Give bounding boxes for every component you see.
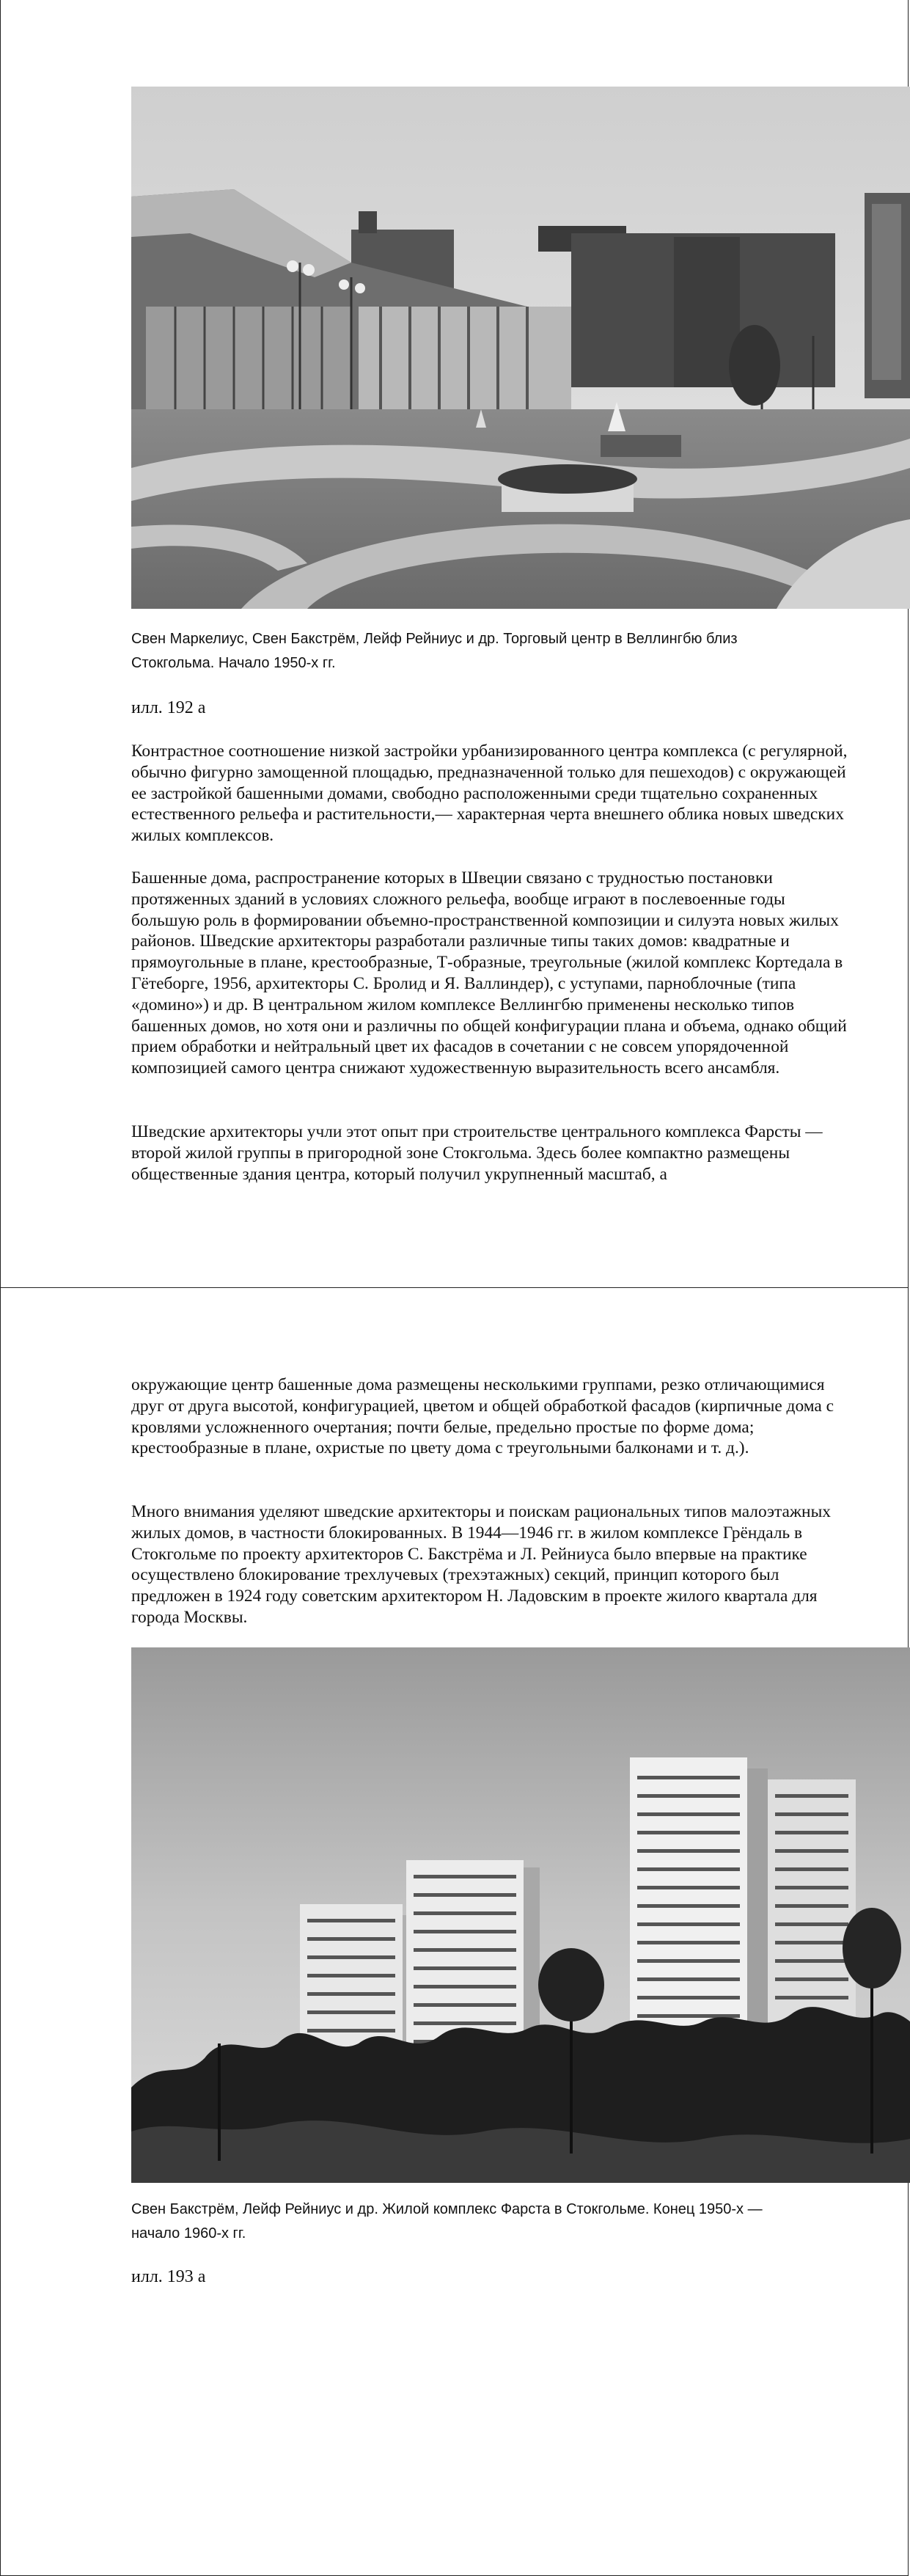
photo-caption: Свен Бакстрём, Лейф Рейниус и др. Жилой комплекс Фарста в Стокгольме. Конец 1950-х — начало 1960-х гг. [131,2201,763,2242]
document-page-2 [0,1287,909,2576]
paragraph: Башенные дома, распространение которых в Швеции связано с трудностью постановки протяженных зданий в условиях сложного рельефа, вообще играют в послевоенные годы большую роль в формировании объемно-пространственной композиции и силуэта новых жилых районов. Шведские архитекторы разработали различные типы таких домов: квадратные и прямоугольные в плане, крестообразные, Т-образные, треугольные (жилой комплекс Кортедала в Гётеборге, 1956, архитекторы С. Бролид и Я. Валлиндер), с уступами, парноблочные (типа «домино») и др. В центральном жилом комплексе Веллингбю применены несколько типов башенных домов, но хотя они и различны по общей конфигурации плана и объема, однако общий прием обработки и нейтральный цвет их фасадов в сочетании с не совсем упорядоченной композицией самого центра снижают художественную выразительность всего ансамбля. [131,868,847,1078]
illustration-reference: илл. 192 а [131,698,206,717]
paragraph: Много внимания уделяют шведские архитекторы и поискам рациональных типов малоэтажных жилых домов, в частности блокированных. В 1944—1946 гг. в жилом комплексе Грёндаль в Стокгольме по проекту архитекторов С. Бакстрёма и Л. Рейниуса было впервые на практике осуществлено блокирование трехлучевых (трехэтажных) секций, принцип которого был предложен в 1924 году советским архитектором Н. Ладовским в проекте жилого квартала для города Москвы. [131,1502,831,1627]
paragraph: окружающие центр башенные дома размещены несколькими группами, резко отличающимися друг от друга высотой, конфигурацией, цветом и общей обработкой фасадов (кирпичные дома с кровлями усложненного очертания; почти белые, предельно простые по форме дома; крестообразные в плане, охристые по цвету дома с треугольными балконами и т. д.). [131,1375,834,1458]
photo-caption: Свен Маркелиус, Свен Бакстрём, Лейф Рейниус и др. Торговый центр в Веллингбю близ Стокгольма. Начало 1950-х гг. [131,631,738,671]
illustration-reference: илл. 193 а [131,2267,206,2286]
farsta-housing-photo [131,1647,910,2183]
shopping-center-photo [131,87,910,609]
paragraph: Контрастное соотношение низкой застройки урбанизированного центра комплекса (с регулярной, обычно фигурно замощенной площадью, предназначенной только для пешеходов) с окружающей ее застройкой башенными домами, свободно расположенными среди тщательно сохраненных естественного рельефа и растительности,— характерная черта внешнего облика новых шведских жилых комплексов. [131,742,848,846]
document-page-1 [0,0,909,1288]
paragraph: Шведские архитекторы учли этот опыт при строительстве центрального комплекса Фарсты — второй жилой группы в пригородной зоне Стокгольма. Здесь более компактно размещены общественные здания центра, который получил укрупненный масштаб, а [131,1122,823,1184]
